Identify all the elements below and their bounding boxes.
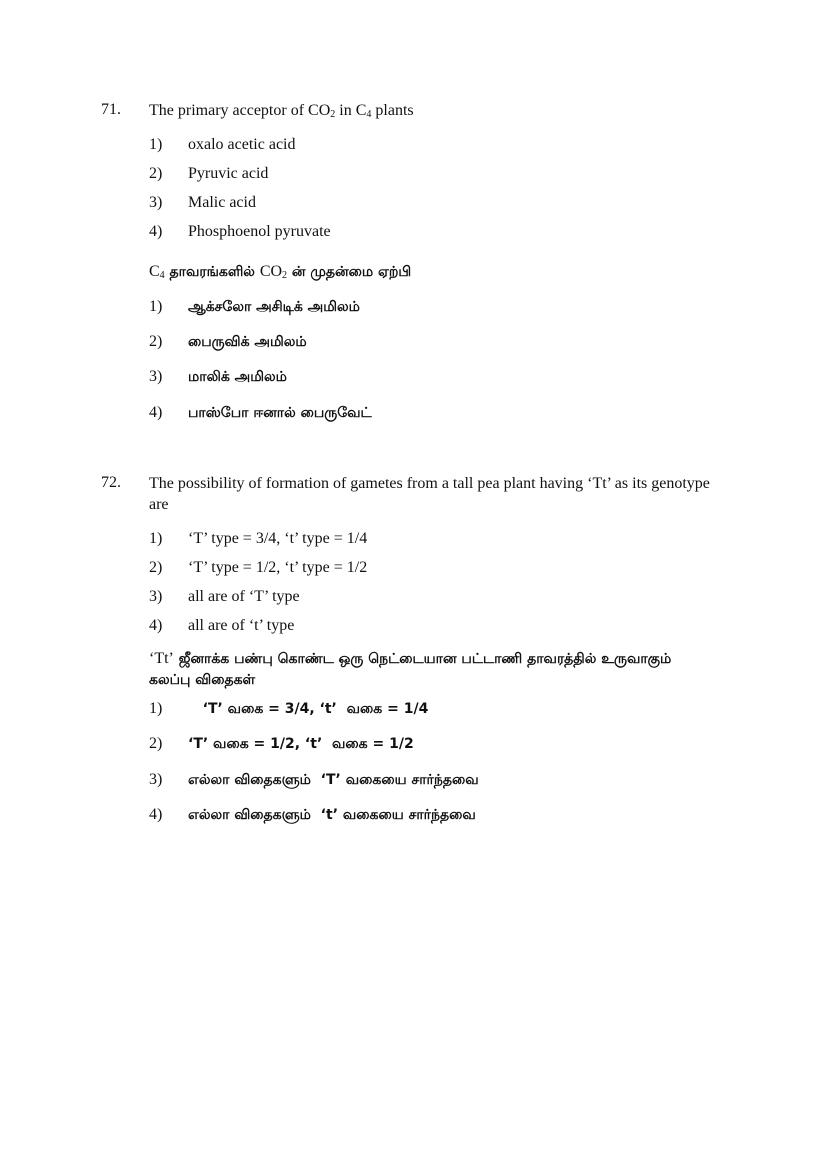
- option-text: Phosphoenol pyruvate: [188, 223, 331, 240]
- option-en-4: [149, 617, 294, 635]
- question-stem-ta: [149, 261, 709, 286]
- option-text: எல்லா விதைகளும் ‘t’ வகையை சார்ந்தவை: [188, 807, 476, 823]
- option-number: 1): [149, 298, 163, 315]
- option-text: பாஸ்போ ஈனால் பைருவேட்: [188, 405, 372, 421]
- option-text: ஆக்சலோ அசிடிக் அமிலம்: [188, 299, 360, 315]
- subscript: 4: [159, 270, 165, 281]
- option-number: 4): [149, 404, 163, 421]
- option-text: மாலிக் அமிலம்: [188, 369, 287, 385]
- option-en-2: [149, 559, 367, 577]
- stem-text: ‘Tt’: [149, 650, 174, 667]
- subscript: 4: [366, 109, 372, 120]
- option-en-1: [149, 530, 367, 548]
- option-text: oxalo acetic acid: [188, 136, 296, 153]
- stem-text: ன் முதன்மை ஏற்பி: [287, 264, 412, 280]
- stem-text: in C: [335, 102, 367, 119]
- option-text: all are of ‘T’ type: [188, 588, 300, 605]
- option-text: ‘T’ type = 3/4, ‘t’ type = 1/4: [188, 530, 368, 547]
- option-ta-2: [149, 333, 307, 352]
- option-number: 2): [149, 333, 163, 350]
- option-number: 4): [149, 806, 163, 823]
- option-number: 1): [149, 700, 163, 717]
- stem-text: plants: [371, 102, 414, 119]
- question-stem-en: [149, 100, 729, 125]
- option-text: ‘T’ type = 1/2, ‘t’ type = 1/2: [188, 559, 368, 576]
- option-ta-4: [149, 404, 372, 423]
- option-en-2: [149, 165, 268, 183]
- option-text: பைருவிக் அமிலம்: [188, 334, 307, 350]
- stem-text: The primary acceptor of CO: [149, 102, 331, 119]
- stem-text: C: [149, 263, 160, 280]
- option-number: 3): [149, 194, 163, 211]
- option-text: Malic acid: [188, 194, 256, 211]
- option-number: 3): [149, 771, 163, 788]
- question-number: 71.: [101, 101, 121, 118]
- option-ta-3: [149, 771, 479, 790]
- option-text: ‘T’ வகை = 1/2, ‘t’ வகை = 1/2: [188, 736, 414, 752]
- option-en-4: [149, 223, 331, 241]
- option-number: 2): [149, 559, 163, 576]
- option-ta-4: [149, 806, 476, 825]
- option-number: 3): [149, 368, 163, 385]
- option-number: 1): [149, 136, 163, 153]
- option-number: 2): [149, 165, 163, 182]
- subscript: 2: [330, 109, 336, 120]
- option-ta-1: [149, 298, 360, 317]
- option-number: 4): [149, 617, 163, 634]
- question-stem-ta: [149, 648, 704, 691]
- option-number: 3): [149, 588, 163, 605]
- option-ta-1: [149, 700, 428, 719]
- option-text: எல்லா விதைகளும் ‘T’ வகையை சார்ந்தவை: [188, 772, 479, 788]
- option-number: 4): [149, 223, 163, 240]
- stem-text: CO: [259, 263, 283, 280]
- option-en-3: [149, 194, 256, 212]
- option-number: 1): [149, 530, 163, 547]
- option-ta-2: [149, 735, 414, 754]
- option-text: Pyruvic acid: [188, 165, 269, 182]
- stem-text: ஜீனாக்க பண்பு கொண்ட ஒரு நெட்டையான பட்டாணி தாவரத்தில் உருவாகும் கலப்பு விதைகள்: [149, 651, 672, 688]
- option-number: 2): [149, 735, 163, 752]
- subscript: 2: [282, 270, 288, 281]
- stem-text: தாவரங்களில்: [164, 264, 260, 280]
- option-en-3: [149, 588, 300, 606]
- option-en-1: [149, 136, 296, 154]
- option-ta-3: [149, 368, 287, 387]
- option-text: all are of ‘t’ type: [188, 617, 295, 634]
- question-stem-en: The possibility of formation of gametes from a tall pea plant having ‘Tt’ as its genotype are: [149, 475, 710, 513]
- option-text: ‘T’ வகை = 3/4, ‘t’ வகை = 1/4: [188, 701, 429, 717]
- question-number: 72.: [101, 474, 121, 491]
